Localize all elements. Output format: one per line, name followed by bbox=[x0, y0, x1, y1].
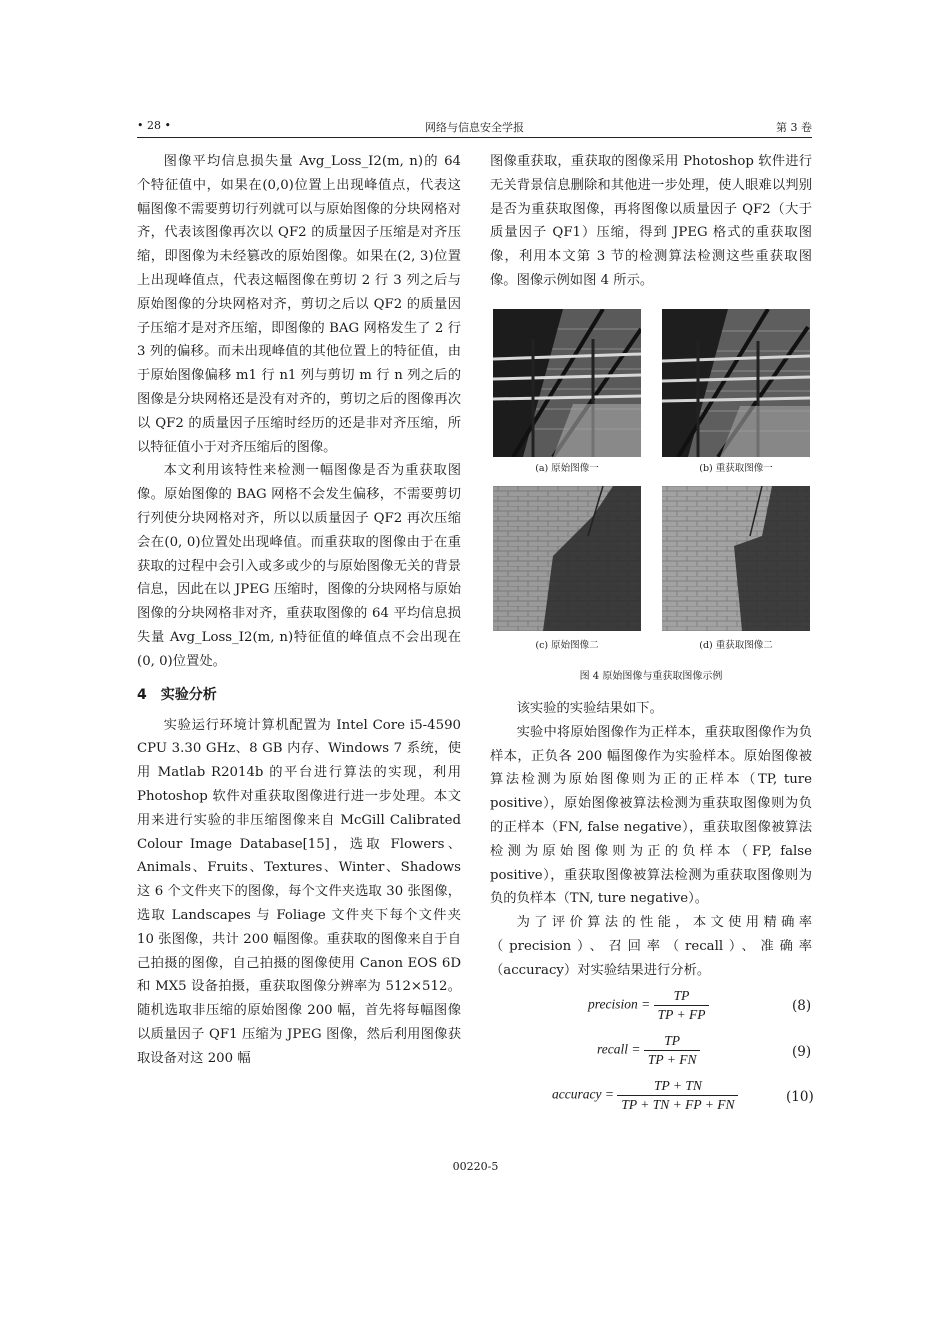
left-column bbox=[137, 150, 461, 1070]
figure-image-c bbox=[493, 486, 641, 631]
numerator: TP bbox=[654, 988, 710, 1006]
numerator: TP bbox=[644, 1033, 701, 1051]
subcaption-c: (c) 原始图像二 bbox=[535, 640, 599, 651]
paragraph: 实验中将原始图像作为正样本，重获取图像作为负样本，正负各 200 幅图像作为实验样本。原始图像被算法检测为原始图像则为正的正样本（TP, ture positive），原始图像被算法检测为重获取图像则为负的正样本（FN, false negative），重获取图像被算法检测为原始图像则为正的负样本（FP, false positive），重获取图像被算法检测为重获取图像则为负的负样本（TN, ture negative）。 bbox=[490, 724, 812, 907]
volume-label: 第 3 卷 bbox=[776, 121, 812, 134]
numerator: TP + TN bbox=[617, 1078, 738, 1096]
figure-4 bbox=[490, 306, 812, 686]
paragraph: 图像重获取，重获取的图像采用 Photoshop 软件进行无关背景信息删除和其他进一步处理，使人眼难以判别是否为重获取图像，再将图像以质量因子 QF2（大于质量因子 QF1）压缩，得到 JPEG 格式的重获取图像，利用本文第 3 节的检测算法检测这些重获取图像。图像示例如图 4 所示。 bbox=[490, 154, 812, 288]
page-number: • 28 • bbox=[137, 119, 171, 132]
figure-image-a bbox=[493, 309, 641, 457]
equation-lhs: accuracy = bbox=[552, 1086, 614, 1102]
brick-wall-photo-icon bbox=[662, 486, 810, 631]
fire-escape-photo-icon bbox=[493, 309, 641, 457]
page-footer: 00220-5 bbox=[452, 1160, 499, 1173]
fraction bbox=[644, 1033, 701, 1068]
subcaption-b: (b) 重获取图像一 bbox=[699, 463, 773, 474]
paragraph: 该实验的实验结果如下。 bbox=[516, 701, 663, 716]
denominator: TP + FP bbox=[657, 1007, 706, 1022]
equation-9 bbox=[597, 1033, 700, 1068]
section-number: 4 bbox=[137, 686, 147, 703]
fraction bbox=[617, 1078, 738, 1113]
figure-image-b bbox=[662, 309, 810, 457]
journal-name: 网络与信息安全学报 bbox=[425, 121, 524, 134]
subcaption-d: (d) 重获取图像二 bbox=[699, 640, 773, 651]
equation-number: (8) bbox=[792, 998, 812, 1014]
right-column-lower bbox=[490, 697, 812, 983]
paragraph: 本文利用该特性来检测一幅图像是否为重获取图像。原始图像的 BAG 网格不会发生偏移，不需要剪切行列使分块网格对齐，所以以质量因子 QF2 再次压缩会在(0, 0)位置处出现峰值。而重获取的图像由于在重获取的过程中会引入或多或少的与原始图像无关的背景信息，因此在以 JPEG 压缩时，图像的分块网格与原始图像的分块网格非对齐，重获取图像的 64 平均信息损失量 Avg_Loss_I2(m, n)特征值的峰值点不会出现在(0, 0)位置处。 bbox=[137, 463, 461, 669]
figure-image-d bbox=[662, 486, 810, 631]
section-heading bbox=[137, 684, 461, 706]
right-column bbox=[490, 150, 812, 293]
fraction bbox=[654, 988, 710, 1023]
equation-number: (10) bbox=[786, 1089, 814, 1105]
running-header bbox=[137, 119, 812, 138]
paragraph: 图像平均信息损失量 Avg_Loss_I2(m, n)的 64 个特征值中，如果在(0,0)位置上出现峰值点，代表这幅图像不需要剪切行列就可以与原始图像的分块网格对齐，代表该图像再次以 QF2 的质量因子压缩是对齐压缩，即图像为未经篡改的原始图像。如果在(2, 3)位置上出现峰值点，代表这幅图像在剪切 2 行 3 列之后与原始图像的分块网格对齐，剪切之后以 QF2 的质量因子压缩才是对齐压缩，即图像的 BAG 网格发生了 2 行 3 列的偏移。而未出现峰值的其他位置上的特征值，由于原始图像偏移 m1 行 n1 列与剪切 m 行 n 列之后的图像是分块网格还是没有对齐的，剪切之后的图像再次以 QF2 的质量因子压缩时经历的还是非对齐压缩，所以特征值小于对齐压缩后的图像。 bbox=[137, 154, 461, 455]
paragraph: 实验运行环境计算机配置为 Intel Core i5-4590 CPU 3.30 GHz、8 GB 内存、Windows 7 系统，使用 Matlab R2014b 的平台进行算法的实现，利用 Photoshop 软件对重获取图像进行进一步处理。本文用来进行实验的非压缩图像来自 McGill Calibrated Colour Image Database[15]，选取 Flowers、Animals、Fruits、Textures、Winter、Shadows 这 6 个文件夹下的图像，每个文件夹选取 30 张图像，选取 Landscapes 与 Foliage 文件夹下每个文件夹 10 张图像，共计 200 幅图像。重获取的图像来自于自己拍摄的图像，自己拍摄的图像使用 Canon EOS 6D 和 MX5 设备拍摄，重获取图像分辨率为 512×512。随机选取非压缩的原始图像 200 幅，首先将每幅图像以质量因子 QF1 压缩为 JPEG 图像，然后利用图像获取设备对这 200 幅 bbox=[137, 717, 461, 1066]
equation-lhs: precision = bbox=[588, 996, 651, 1012]
denominator: TP + TN + FP + FN bbox=[621, 1097, 735, 1112]
brick-wall-photo-icon bbox=[493, 486, 641, 631]
equation-lhs: recall = bbox=[597, 1041, 641, 1057]
fire-escape-photo-icon bbox=[662, 309, 810, 457]
section-title: 实验分析 bbox=[160, 686, 217, 703]
equation-8 bbox=[588, 988, 709, 1023]
denominator: TP + FN bbox=[647, 1052, 697, 1067]
paragraph: 为了评价算法的性能，本文使用精确率（precision）、召回率（recall）、准确率（accuracy）对实验结果进行分析。 bbox=[490, 915, 812, 978]
figure-caption: 图 4 原始图像与重获取图像示例 bbox=[579, 671, 723, 682]
equation-number: (9) bbox=[792, 1044, 812, 1060]
equation-10 bbox=[552, 1078, 738, 1113]
subcaption-a: (a) 原始图像一 bbox=[535, 463, 599, 474]
